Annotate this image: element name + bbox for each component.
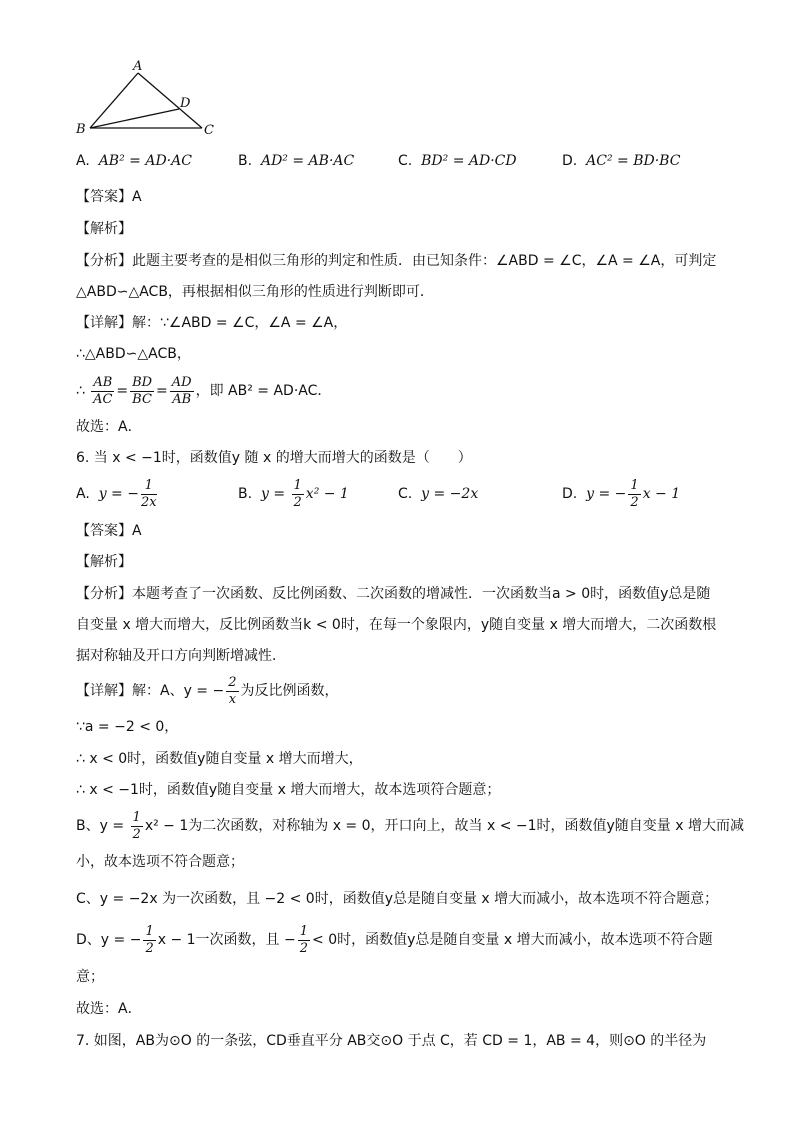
q6-analysis-title: 【解析】 — [76, 554, 132, 570]
q5-analysis-line-2: △ABD∽△ACB，再根据相似三角形的性质进行判断即可． — [76, 284, 434, 300]
q5-detail-line-1: 【详解】解：∵∠ABD = ∠C，∠A = ∠A， — [76, 315, 348, 331]
q6-detail-c: C、y = −2x 为一次函数，且 −2 < 0时，函数值y总是随自变量 x 增大而减小，故本选项不符合题意； — [76, 891, 719, 907]
q5-detail-line-3: ∴ $\frac{AB}{AC}$ = $\frac{BD}{BC}$ = $\frac{AD}{AB}$ ，即 AB² = AD·AC． — [76, 374, 332, 407]
q6-choice: 故选：A． — [76, 1001, 142, 1017]
q6-detail-line-3: ∴ x < 0时，函数值y随自变量 x 增大而增大， — [76, 751, 363, 767]
q6-analysis-line-1: 【分析】本题考查了一次函数、反比例函数、二次函数的增减性．一次函数当a > 0时，函数值y总是随 — [76, 586, 711, 602]
q5-answer: 【答案】A — [76, 189, 142, 205]
q5-detail-line-2: ∴△ABD∽△ACB， — [76, 346, 191, 362]
q6-option-c: C. y = −2x — [398, 486, 479, 502]
side-ac — [138, 73, 202, 128]
q6-detail-line-2: ∵a = −2 < 0， — [76, 719, 179, 735]
q6-option-d: D. y = − $\frac{1}{2}$ x − 1 — [562, 477, 681, 510]
fraction-ab-ac: $\frac{AB}{AC}$ — [93, 374, 113, 407]
q6-detail-a: 【详解】解：A、y = − $\frac{2}{x}$ 为反比例函数， — [76, 674, 339, 707]
q6-detail-b-cont: 小，故本选项不符合题意； — [76, 854, 244, 870]
q6-analysis-line-3: 据对称轴及开口方向判断增减性． — [76, 648, 286, 664]
q5-option-c: C. BD² = AD·CD — [398, 153, 517, 169]
q7-stem: 7. 如图，AB为⊙O 的一条弦，CD垂直平分 AB交⊙O 于点 C，若 CD = 1，AB = 4，则⊙O 的半径为 — [76, 1033, 707, 1049]
q5-analysis-line-1: 【分析】此题主要考查的是相似三角形的判定和性质．由已知条件：∠ABD = ∠C，∠A = ∠A，可判定 — [76, 253, 717, 269]
q5-analysis-title: 【解析】 — [76, 221, 132, 237]
q5-option-a: A. AB² = AD·AC — [76, 153, 192, 169]
triangle-figure — [70, 56, 230, 140]
q6-analysis-line-2: 自变量 x 增大而增大，反比例函数当k < 0时，在每一个象限内，y随自变量 x 增大而增大，二次函数根 — [76, 617, 717, 633]
label-a: A — [133, 59, 143, 74]
label-c: C — [204, 123, 214, 138]
fraction-ad-ab: $\frac{AD}{AB}$ — [171, 374, 192, 407]
q6-answer: 【答案】A — [76, 523, 142, 539]
q5-choice: 故选：A． — [76, 419, 142, 435]
q6-detail-d: D、y = − $\frac{1}{2}$ x − 1一次函数，且 − $\frac{1}{2}$ < 0时，函数值y总是随自变量 x 增大而减小，故本选项不符合题 — [76, 923, 713, 956]
q6-option-b: B. y = $\frac{1}{2}$ x² − 1 — [238, 477, 349, 510]
q6-stem: 6. 当 x < −1时，函数值y 随 x 的增大而增大的函数是（ ） — [76, 450, 472, 466]
q6-detail-b: B、y = $\frac{1}{2}$ x² − 1为二次函数，对称轴为 x = 0，开口向上，故当 x < −1时，函数值y随自变量 x 增大而减 — [76, 809, 744, 842]
q6-option-a: A. y = − $\frac{1}{2x}$ — [76, 477, 157, 510]
q6-detail-d-cont: 意； — [76, 969, 104, 985]
q5-option-d: D. AC² = BD·BC — [562, 153, 681, 169]
q5-option-b: B. AD² = AB·AC — [238, 153, 355, 169]
fraction-bd-bc: $\frac{BD}{BC}$ — [132, 374, 153, 407]
label-b: B — [76, 122, 86, 137]
q6-detail-line-4: ∴ x < −1时，函数值y随自变量 x 增大而增大，故本选项符合题意； — [76, 782, 501, 798]
label-d: D — [180, 96, 191, 111]
